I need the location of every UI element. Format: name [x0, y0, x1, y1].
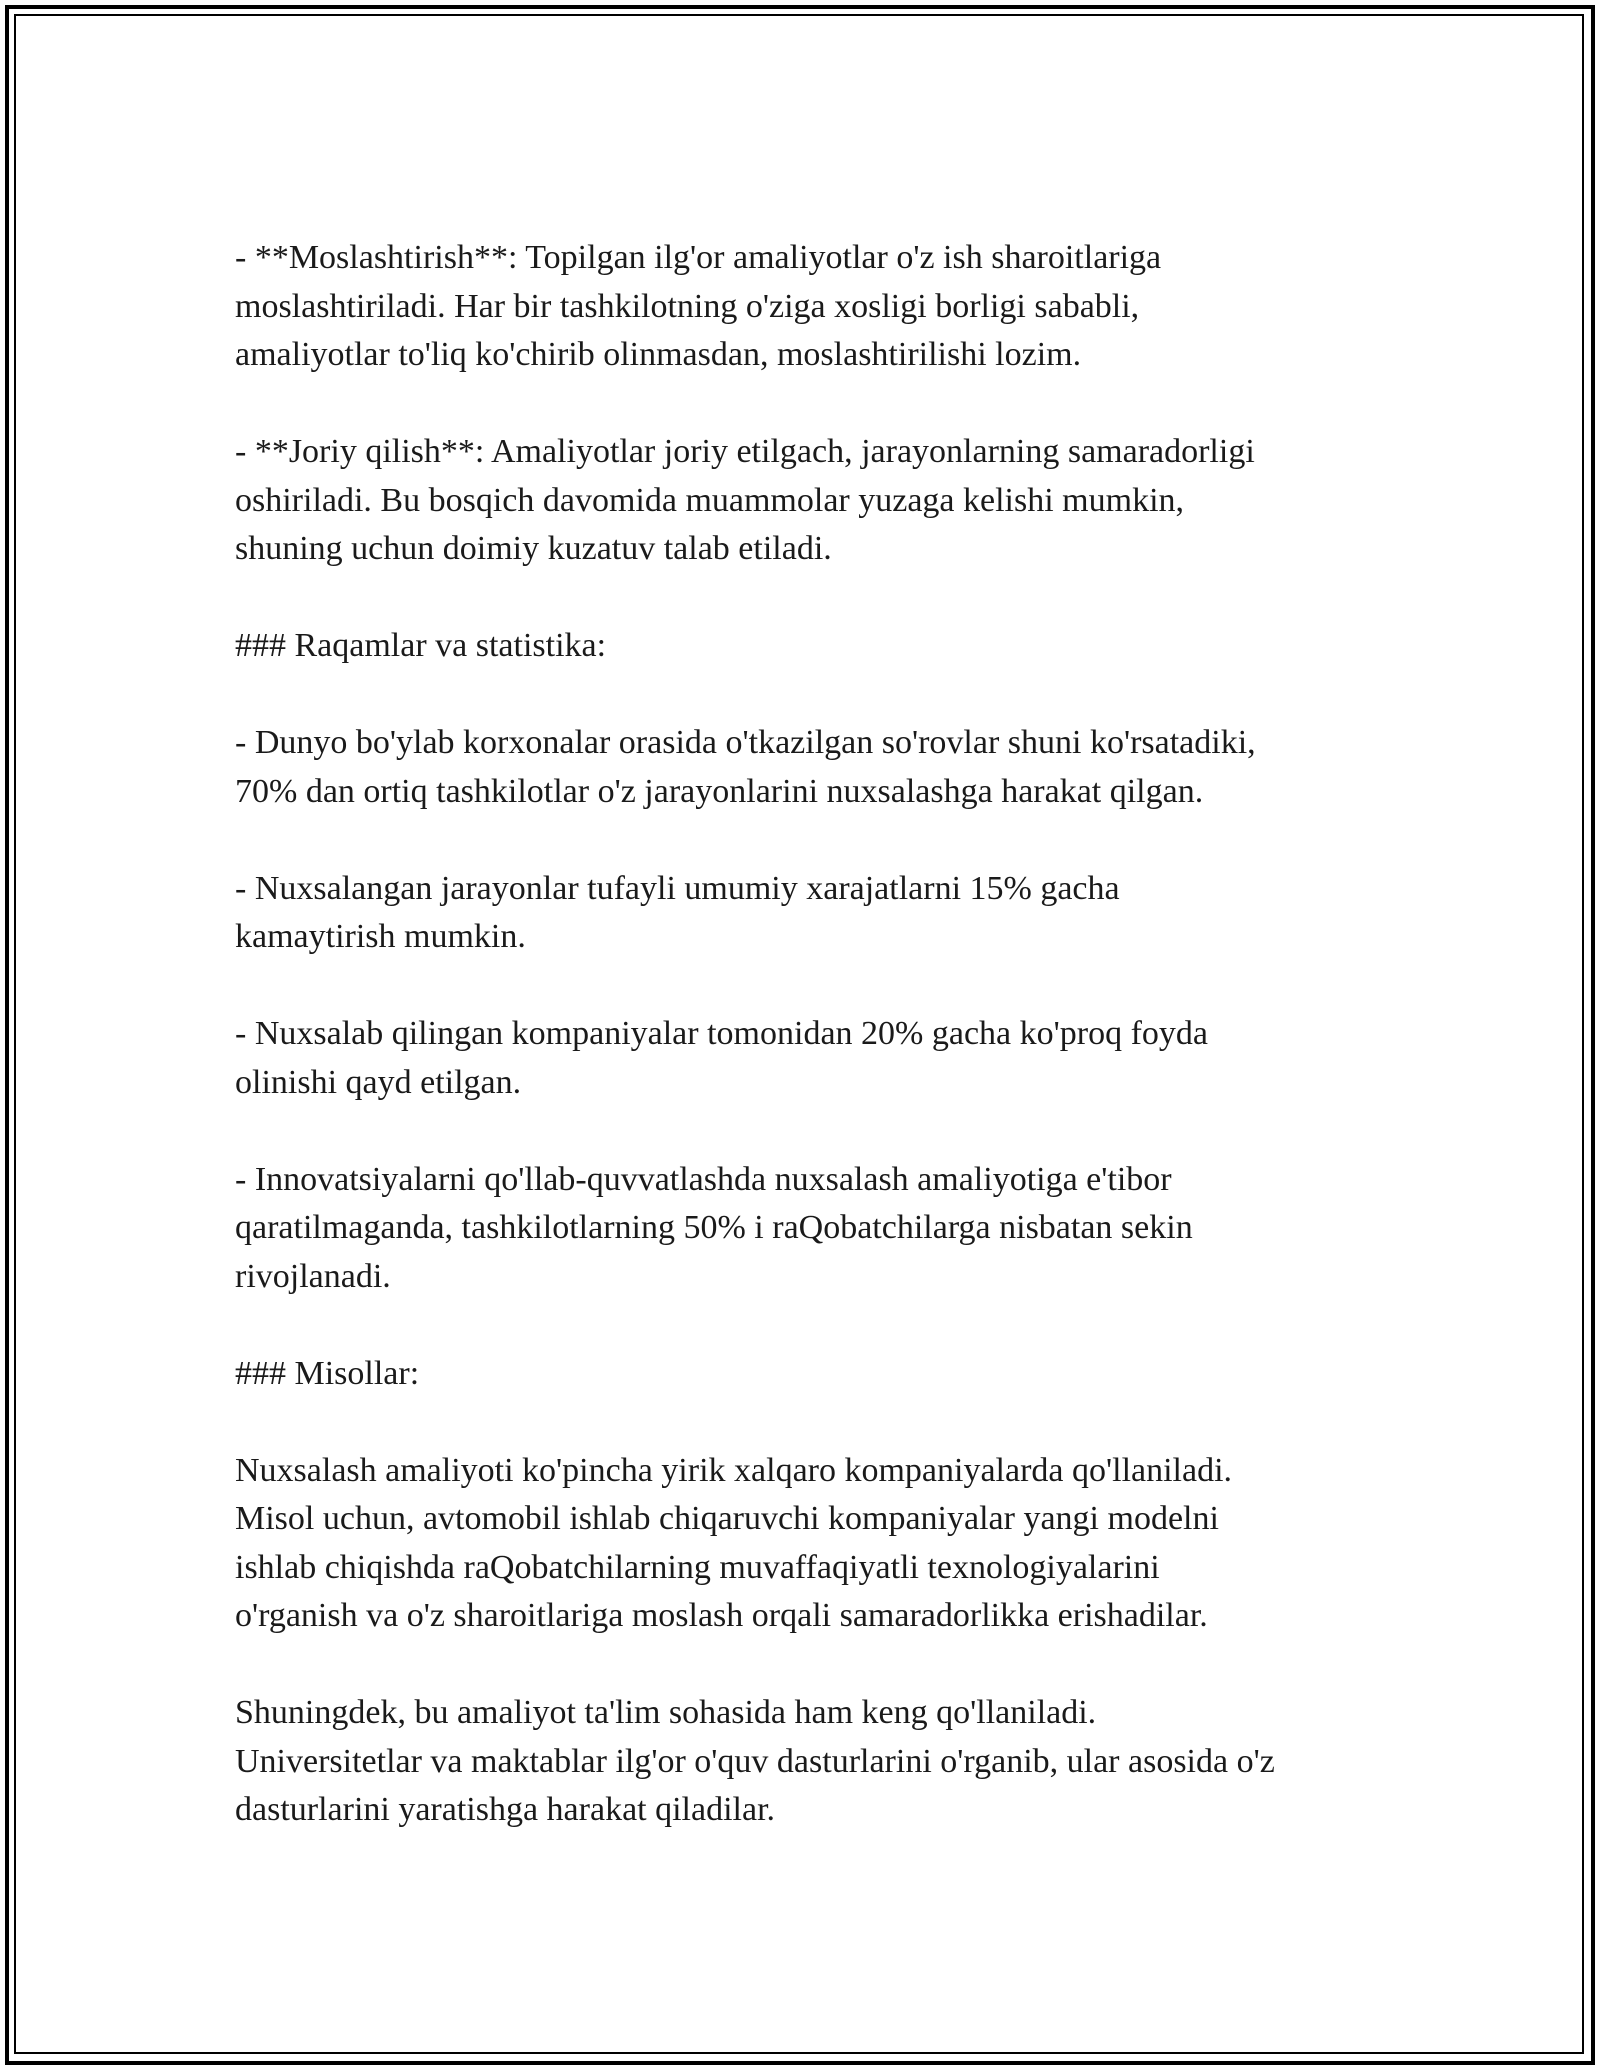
text-line: amaliyotlar to'liq ko'chirib olinmasdan, moslashtirilishi lozim.: [235, 336, 1082, 373]
text-line: rivojlanadi.: [235, 1257, 391, 1295]
text-line: olinishi qayd etilgan.: [235, 1063, 522, 1101]
text-line: moslashtiriladi. Har bir tashkilotning o'ziga xosligi borligi sababli,: [235, 287, 1140, 325]
text-line: oshiriladi. Bu bosqich davomida muammolar yuzaga kelishi mumkin,: [235, 481, 1185, 519]
bullet-paragraph: [235, 719, 1385, 816]
text-line: kamaytirish mumkin.: [235, 918, 526, 955]
text-line: 70% dan ortiq tashkilotlar o'z jarayonlarini nuxsalashga harakat qilgan.: [235, 772, 1204, 810]
text-line: Nuxsalash amaliyoti ko'pincha yirik xalqaro kompaniyalarda qo'llaniladi.: [235, 1451, 1233, 1489]
text-line: Shuningdek, bu amaliyot ta'lim sohasida ham keng qo'llaniladi.: [235, 1694, 1097, 1731]
document-body: [235, 234, 1385, 1835]
section-heading: [235, 622, 1385, 671]
text-line: shuning uchun doimiy kuzatuv talab etiladi.: [235, 530, 832, 567]
text-line: dasturlarini yaratishga harakat qiladilar.: [235, 1791, 776, 1828]
section-heading: [235, 1350, 1385, 1399]
bullet-paragraph: [235, 1010, 1385, 1107]
text-line: - Dunyo bo'ylab korxonalar orasida o'tkazilgan so'rovlar shuni ko'rsatadiki,: [235, 724, 1256, 761]
body-paragraph: [235, 1447, 1385, 1641]
text-line: ishlab chiqishda raQobatchilarning muvaffaqiyatli texnologiyalarini: [235, 1548, 1160, 1586]
bullet-paragraph: [235, 234, 1385, 380]
text-line: ### Raqamlar va statistika:: [235, 627, 607, 664]
bullet-paragraph: [235, 1156, 1385, 1302]
text-line: - **Moslashtirish**: Topilgan ilg'or amaliyotlar o'z ish sharoitlariga: [235, 239, 1162, 276]
bullet-paragraph: [235, 428, 1385, 574]
text-line: - **Joriy qilish**: Amaliyotlar joriy etilgach, jarayonlarning samaradorligi: [235, 433, 1255, 470]
text-line: ### Misollar:: [235, 1354, 420, 1392]
text-line: - Nuxsalangan jarayonlar tufayli umumiy xarajatlarni 15% gacha: [235, 869, 1120, 907]
text-line: - Nuxsalab qilingan kompaniyalar tomonidan 20% gacha ko'proq foyda: [235, 1015, 1208, 1052]
text-line: Misol uchun, avtomobil ishlab chiqaruvchi kompaniyalar yangi modelni: [235, 1500, 1219, 1537]
text-line: Universitetlar va maktablar ilg'or o'quv dasturlarini o'rganib, ular asosida o'z: [235, 1742, 1275, 1780]
text-line: - Innovatsiyalarni qo'llab-quvvatlashda nuxsalash amaliyotiga e'tibor: [235, 1160, 1172, 1198]
text-line: o'rganish va o'z sharoitlariga moslash orqali samaradorlikka erishadilar.: [235, 1597, 1208, 1634]
body-paragraph: [235, 1689, 1385, 1835]
text-line: qaratilmaganda, tashkilotlarning 50% i raQobatchilarga nisbatan sekin: [235, 1209, 1193, 1246]
bullet-paragraph: [235, 865, 1385, 962]
